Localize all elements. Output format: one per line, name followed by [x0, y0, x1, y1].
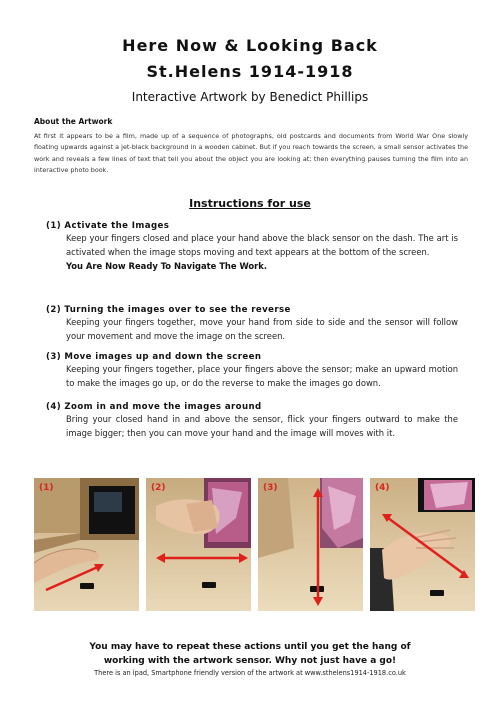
page-title: Here Now & Looking Back — [122, 36, 378, 55]
step-title: (2) Turning the images over to see the reverse — [46, 305, 291, 315]
step-title: (4) Zoom in and move the images around — [46, 402, 262, 412]
about-text: At first it appears to be a film, made up of a sequence of photographs, old postcards and documents from World War One slowly floating upwards against a jet-black background in a wooden cabinet. But if you reach towards the screen, a small sensor activates the work and reveals a few lines of text that tell you about the object you are looking at; then everything pauses turning the film into an interactive photo book. — [34, 132, 468, 174]
about-heading: About the Artwork — [34, 117, 113, 126]
footer-line-2: working with the artwork sensor. Why not just have a go! — [103, 656, 397, 666]
photo-4-illustration — [370, 478, 475, 611]
footer-note: There is an ipad, Smartphone friendly version of the artwork at www.sthelens1914-1918.co.uk — [94, 669, 406, 677]
instruction-step-4 — [46, 402, 458, 440]
step-body: Keeping your fingers together, move your hand from side to side and the sensor will follow your movement and move the image on the screen. — [66, 317, 458, 342]
photo-label: (1) — [39, 483, 54, 493]
step-body: Keeping your fingers together, place your fingers above the sensor; make an upward motion to make the images go up, or do the reverse to make the images go down. — [66, 364, 458, 389]
step-title: (1) Activate the Images — [46, 221, 170, 231]
footer-message — [0, 640, 500, 668]
instruction-step-2 — [46, 305, 458, 343]
step-emphasis: You Are Now Ready To Navigate The Work. — [66, 261, 268, 272]
step-body: Keep your fingers closed and place your hand above the black sensor on the dash. The art is activated when the image stops moving and text appears at the bottom of the screen. — [66, 233, 458, 258]
hand-over-sensor-photo — [34, 478, 139, 611]
up-down-photo — [258, 478, 363, 611]
step-body: Bring your closed hand in and above the sensor, flick your fingers outward to make the image bigger; then you can move your hand and the image will moves with it. — [66, 414, 458, 439]
footer-line-1: You may have to repeat these actions until you get the hang of — [89, 642, 411, 652]
photo-label: (2) — [151, 483, 166, 493]
instruction-step-1 — [46, 221, 458, 273]
instructions-heading-text: Instructions for use — [189, 197, 311, 210]
page-title-line2: St.Helens 1914-1918 — [146, 62, 354, 81]
zoom-photo — [370, 478, 475, 611]
instruction-step-3 — [46, 352, 458, 390]
page-subtitle: Interactive Artwork by Benedict Phillips — [131, 90, 369, 104]
photo-2-illustration — [146, 478, 251, 611]
instructions-heading — [0, 197, 500, 210]
side-to-side-photo — [146, 478, 251, 611]
step-title: (3) Move images up and down the screen — [46, 352, 262, 362]
photo-label: (4) — [375, 483, 390, 493]
photo-3-illustration — [258, 478, 363, 611]
photo-label: (3) — [263, 483, 278, 493]
photo-1-illustration — [34, 478, 139, 611]
